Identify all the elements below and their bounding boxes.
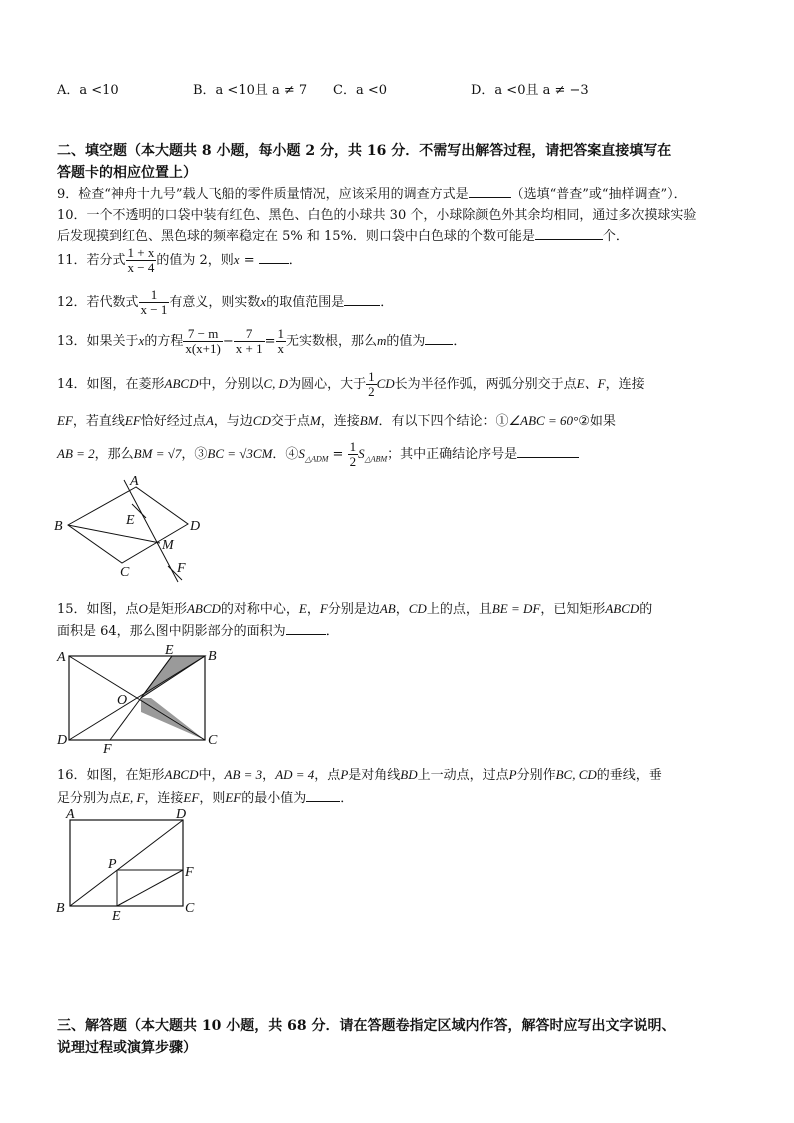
q15-l1c: 的对称中心， xyxy=(220,602,299,617)
q13-fraction-3 xyxy=(276,327,287,356)
q15-O: O xyxy=(138,601,148,616)
q14-l3c: BM = √7 xyxy=(133,446,182,461)
q15-answer-blank[interactable] xyxy=(286,622,326,635)
q16-P: P xyxy=(340,767,349,782)
q15-dot: ． xyxy=(325,624,339,639)
q14-l3-half xyxy=(348,440,359,469)
q16-l1b: 中， xyxy=(198,768,225,783)
q16-EF: EF xyxy=(183,790,200,805)
q14-l2c: EF xyxy=(124,413,141,428)
q10-text-b: 个． xyxy=(602,229,629,244)
q15-l1d: ， xyxy=(306,602,320,617)
q11-numerator: 1 + x xyxy=(127,245,155,260)
q15-l1a: 15．如图，点 xyxy=(57,602,139,617)
fig16-diagonal-bd xyxy=(70,820,183,906)
fig15-label-c: C xyxy=(208,733,218,748)
q13-fraction-1 xyxy=(183,327,223,356)
section3-heading-line1: 三、解答题（本大题共 10 小题，共 68 分．请在答题卷指定区域内作答，解答时应写出文字说明、 xyxy=(57,1018,676,1034)
q14-l3h: = xyxy=(328,447,348,462)
question-10-line2 xyxy=(57,225,629,244)
fig16-label-b: B xyxy=(56,901,65,916)
fig14-line-ef xyxy=(124,480,178,582)
option-b: B．a <10且 a ≠ 7 xyxy=(193,83,308,98)
q15-eq: BE = DF xyxy=(491,601,541,616)
q11-middle: 的值为 2，则 xyxy=(156,253,234,268)
fig16-label-f: F xyxy=(185,865,194,880)
q10-answer-blank[interactable] xyxy=(535,227,603,240)
question-15-line1 xyxy=(57,598,652,617)
question-16-line2 xyxy=(57,787,353,806)
q14-l2k: BM xyxy=(359,413,379,428)
q13-dot: ． xyxy=(453,334,467,349)
q11-prefix: 11．若分式 xyxy=(57,253,126,268)
q13-eq: = xyxy=(264,334,276,349)
q9-text-b: （选填“普查”或“抽样调查”）． xyxy=(510,187,687,202)
q13-f2-den: x + 1 xyxy=(235,341,263,356)
fig15-label-o: O xyxy=(117,693,128,708)
figure-15-rectangle xyxy=(54,642,234,754)
q12-numerator: 1 xyxy=(139,288,170,303)
q12-middle: 有意义，则实数 xyxy=(169,295,261,310)
question-13 xyxy=(57,327,466,356)
q13-end-a: 无实数根，那么 xyxy=(286,334,378,349)
question-16-line1 xyxy=(57,764,662,783)
figure-14-rhombus xyxy=(50,474,210,589)
option-a: A．a <10 xyxy=(57,83,119,98)
question-11 xyxy=(57,246,302,275)
q13-f3-den: x xyxy=(277,341,284,356)
q16-l1f: 分别作 xyxy=(516,768,556,783)
q14-l2l: ．有以下四个结论：① xyxy=(378,414,509,429)
q14-l3e: BC = √3CM xyxy=(207,446,273,461)
q13-minus: − xyxy=(222,334,234,349)
q10-text-a: 后发现摸到红色、黑色球的频率稳定在 5% 和 15%．则口袋中白色球的个数可能是 xyxy=(57,229,535,244)
q14-l3j: ；其中正确结论序号是 xyxy=(387,447,518,462)
fig15-label-b: B xyxy=(208,649,217,664)
fig15-shaded-bottom xyxy=(77,698,141,740)
q11-answer-blank[interactable] xyxy=(259,251,289,264)
q13-mid: 的方程 xyxy=(144,334,184,349)
q14-l3a: AB = 2 xyxy=(57,446,95,461)
q16-EF2: EF xyxy=(225,790,242,805)
q14-l2g: CD xyxy=(252,413,271,428)
question-14-line1 xyxy=(57,370,645,399)
q13-answer-blank[interactable] xyxy=(425,332,453,345)
fig15-label-a: A xyxy=(57,650,66,665)
q15-l1h: ，已知矩形 xyxy=(540,602,606,617)
q14-l3g-sub: △ADM xyxy=(304,454,329,464)
fig16-label-c: C xyxy=(185,901,195,916)
fig16-label-d: D xyxy=(176,807,187,822)
q11-denominator: x − 4 xyxy=(127,260,155,275)
fig14-label-b: B xyxy=(54,519,63,534)
fig14-label-m: M xyxy=(162,538,174,553)
q13-fraction-2 xyxy=(234,327,265,356)
q13-f1-den: x(x+1) xyxy=(185,341,221,356)
question-14-line3 xyxy=(57,440,579,469)
option-c: C．a <0 xyxy=(333,83,387,98)
q11-eq: = xyxy=(239,253,259,268)
q16-P2: P xyxy=(508,767,517,782)
q16-l2d: 的最小值为 xyxy=(241,791,307,806)
q16-ad: AD = 4 xyxy=(275,767,315,782)
q13-f2-num: 7 xyxy=(234,327,265,342)
q12-fraction xyxy=(139,288,170,317)
q9-answer-blank[interactable] xyxy=(469,185,511,198)
q14-l1a: 14．如图，在菱形 xyxy=(57,377,165,392)
q11-end: ． xyxy=(288,253,302,268)
section3-heading-line2: 说理过程或演算步骤） xyxy=(57,1040,197,1056)
q14-l2a: EF xyxy=(57,413,73,428)
q12-dot: ． xyxy=(380,295,394,310)
q13-end-b: 的值为 xyxy=(386,334,426,349)
q14-l3i-sub: △ABM xyxy=(364,454,388,464)
q13-f1-num: 7 − m xyxy=(183,327,223,342)
q14-ef-points: E、F xyxy=(576,376,606,391)
q14-l1e: ，连接 xyxy=(605,377,645,392)
fig15-label-e: E xyxy=(165,643,174,658)
q16-bccd: BC, CD xyxy=(555,767,597,782)
q13-f3-num: 1 xyxy=(277,326,284,341)
question-10-line1: 10．一个不透明的口袋中装有红色、黑色、白色的小球共 30 个，小球除颜色外其余均相同，通过多次摸球实验 xyxy=(57,208,697,223)
figure-16-rectangle xyxy=(54,806,204,922)
q15-F: F xyxy=(319,601,328,616)
question-12 xyxy=(57,288,393,317)
q14-answer-blank[interactable] xyxy=(517,445,579,458)
q14-half-fraction xyxy=(366,370,377,399)
q12-denominator: x − 1 xyxy=(140,302,168,317)
q14-cd: CD xyxy=(376,376,395,391)
q14-l1b: 中，分别以 xyxy=(198,377,264,392)
q14-l2b: ，若直线 xyxy=(72,414,125,429)
q15-abcd2: ABCD xyxy=(605,601,640,616)
q14-l2n: ②如果 xyxy=(578,414,616,429)
q16-l1g: 的垂线，垂 xyxy=(596,768,662,783)
fig16-line-ef xyxy=(117,870,183,906)
q16-answer-blank[interactable] xyxy=(306,789,340,802)
q15-CD: CD xyxy=(408,601,427,616)
q16-l2c: ，则 xyxy=(199,791,226,806)
q13-var: x xyxy=(138,333,145,348)
q16-c1: ， xyxy=(262,768,276,783)
fig16-label-p: P xyxy=(108,857,117,872)
q11-var: x xyxy=(233,252,240,267)
q14-l3g: S xyxy=(298,446,305,461)
q14-l2i: M xyxy=(309,413,321,428)
q15-l1g: 上的点，且 xyxy=(426,602,492,617)
q15-l1f: ， xyxy=(395,602,409,617)
q14-half-den: 2 xyxy=(368,384,375,399)
q14-l2d: 恰好经过点 xyxy=(140,414,206,429)
q14-l2h: 交于点 xyxy=(270,414,310,429)
q15-l2a: 面积是 64，那么图中阴影部分的面积为 xyxy=(57,624,286,639)
q14-l2j: ，连接 xyxy=(320,414,360,429)
q13-prefix: 13．如果关于 xyxy=(57,334,139,349)
option-d: D．a <0且 a ≠ −3 xyxy=(471,83,589,98)
q15-E: E xyxy=(298,601,307,616)
q12-var: x xyxy=(260,294,267,309)
q14-abcd: ABCD xyxy=(164,376,199,391)
q14-l2f: ，与边 xyxy=(213,414,253,429)
q16-BD: BD xyxy=(400,767,418,782)
q14-l2m: ∠ABC = 60° xyxy=(508,413,579,428)
q16-l1a: 16．如图，在矩形 xyxy=(57,768,165,783)
q14-l3d: ，③ xyxy=(181,447,208,462)
question-15-line2 xyxy=(57,620,339,639)
fig14-label-e: E xyxy=(126,513,135,528)
section2-heading-line1: 二、填空题（本大题共 8 小题，每小题 2 分，共 16 分．不需写出解答过程，请把答案直接填写在 xyxy=(57,143,672,159)
q12-answer-blank[interactable] xyxy=(344,293,380,306)
q16-l1e: 上一动点，过点 xyxy=(417,768,509,783)
fig14-label-d: D xyxy=(190,519,201,534)
fig14-label-c: C xyxy=(120,565,130,580)
q15-l1e: 分别是边 xyxy=(327,602,380,617)
q16-l1d: 是对角线 xyxy=(348,768,401,783)
q12-prefix: 12．若代数式 xyxy=(57,295,139,310)
section2-heading-line2: 答题卡的相应位置上） xyxy=(57,165,197,181)
q16-l2a: 足分别为点 xyxy=(57,791,123,806)
q14-l3b: ，那么 xyxy=(94,447,134,462)
q15-l1b: 是矩形 xyxy=(147,602,187,617)
q12-end: 的取值范围是 xyxy=(266,295,345,310)
q14-l2e: A xyxy=(205,413,214,428)
q13-m: m xyxy=(377,333,387,348)
question-9 xyxy=(57,183,687,202)
q14-half-num: 1 xyxy=(368,369,375,384)
q16-abcd: ABCD xyxy=(164,767,199,782)
fig16-label-a: A xyxy=(66,807,75,822)
q14-l1d: 长为半径作弧，两弧分别交于点 xyxy=(394,377,577,392)
q16-l1c: ，点 xyxy=(314,768,341,783)
q14-cd-points: C, D xyxy=(263,376,289,391)
fig15-label-f: F xyxy=(103,742,112,754)
q14-l3f: ．④ xyxy=(272,447,299,462)
question-14-line2 xyxy=(57,410,616,429)
fig14-label-f: F xyxy=(177,561,186,576)
q16-dot: ． xyxy=(340,791,354,806)
q16-ef: E, F xyxy=(122,790,145,805)
fig14-line-bm xyxy=(68,525,160,543)
fig15-label-d: D xyxy=(57,733,68,748)
q9-text-a: 9．检查“神舟十九号”载人飞船的零件质量情况，应该采用的调查方式是 xyxy=(57,187,469,202)
q14-l3-half-den: 2 xyxy=(349,454,357,469)
fig14-label-a: A xyxy=(130,474,139,489)
q16-ab: AB = 3 xyxy=(224,767,263,782)
q11-fraction xyxy=(126,246,157,275)
q15-AB: AB xyxy=(379,601,396,616)
q15-abcd: ABCD xyxy=(186,601,221,616)
q14-l1c: 为圆心，大于 xyxy=(288,377,367,392)
fig16-label-e: E xyxy=(112,909,121,922)
q14-l3i: S xyxy=(358,446,365,461)
q16-l2b: ，连接 xyxy=(144,791,184,806)
q15-l1i: 的 xyxy=(639,602,653,617)
q14-l3-half-num: 1 xyxy=(349,439,357,454)
